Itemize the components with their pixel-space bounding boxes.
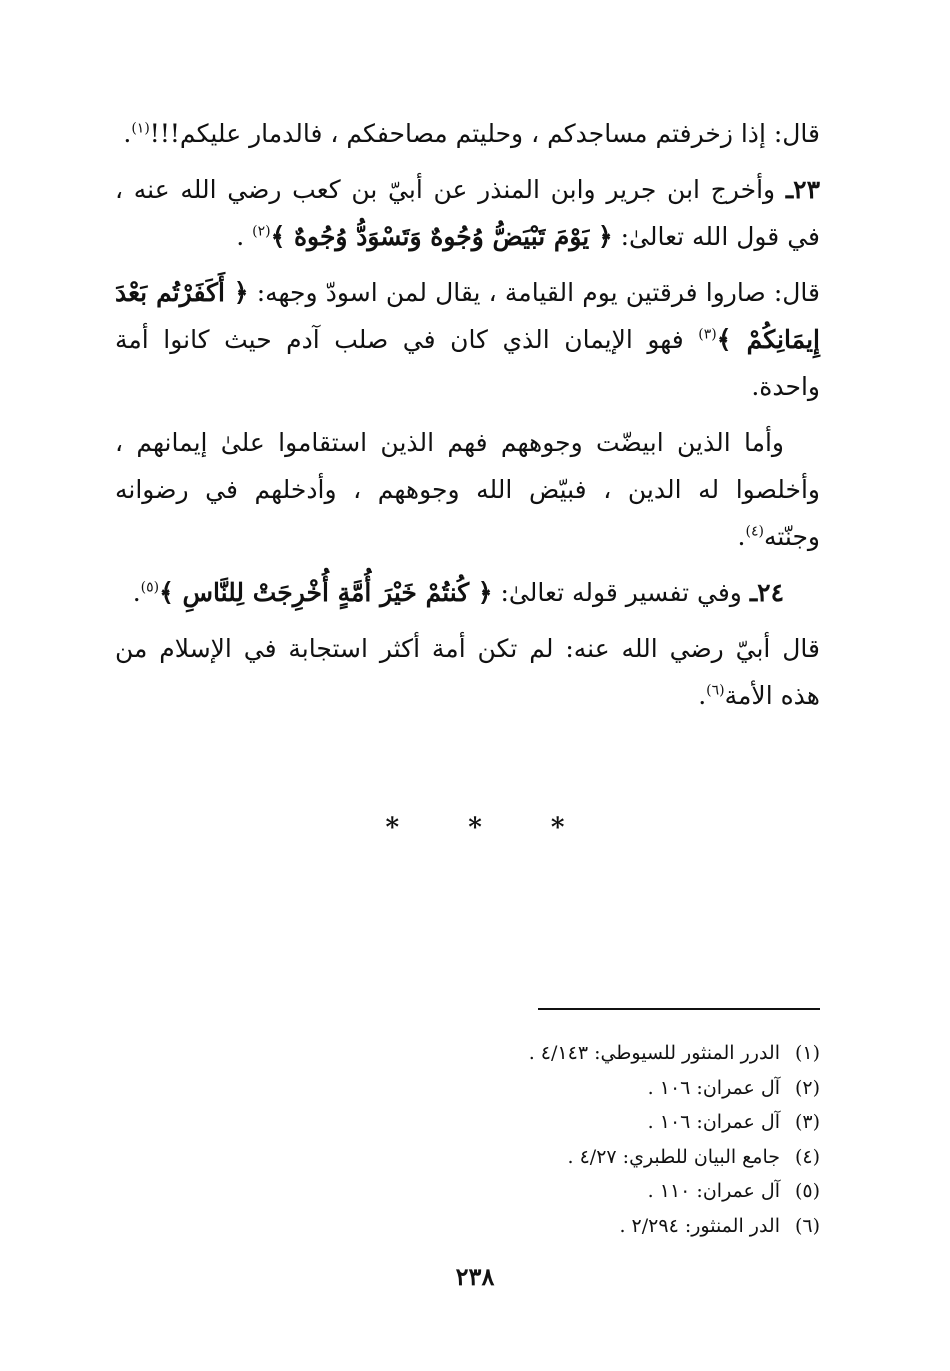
footnote-item (400, 1140, 820, 1175)
footnote-number: (٣) (794, 1111, 820, 1133)
footnote-number: (٢) (794, 1076, 820, 1099)
item-number: ٢٤ـ (749, 578, 784, 607)
paragraph-text: وأخرج ابن جرير وابن المنذر عن أبيّ بن كعب رضي الله عنه ، في قول الله تعالىٰ: (115, 175, 820, 251)
paragraph-2 (115, 166, 820, 260)
footnote-item (400, 1105, 820, 1140)
footnote-ref: (١) (131, 120, 150, 137)
paragraph-tail: . (123, 119, 132, 148)
paragraph-tail: . (236, 222, 253, 251)
paragraph-text: قال: صاروا فرقتين يوم القيامة ، يقال لمن اسودّ وجهه: (248, 278, 820, 307)
footnote-item (400, 1071, 820, 1106)
paragraph-6 (115, 625, 820, 719)
footnote-text: الدر المنثور: ٢/٢٩٤ . (619, 1214, 780, 1237)
paragraph-text: وفي تفسير قوله تعالىٰ: (492, 578, 750, 607)
footnote-text: الدرر المنثور للسيوطي: ٤/١٤٣ . (528, 1042, 780, 1064)
quran-verse: ﴿ يَوْمَ تَبْيَضُّ وُجُوهٌ وَتَسْوَدُّ وُجُوهٌ ﴾ (270, 222, 613, 251)
footnote-number: (٦) (794, 1214, 820, 1237)
footnote-text: آل عمران: ١١٠ . (647, 1180, 780, 1202)
footnote-ref: (٢) (252, 223, 271, 240)
paragraph-tail: فهو الإيمان الذي كان في صلب آدم حيث كانوا أمة واحدة. (115, 325, 820, 401)
paragraph-4 (115, 419, 820, 560)
paragraph-text: قال: إذا زخرفتم مساجدكم ، وحليتم مصاحفكم ، فالدمار عليكم!!! (149, 119, 820, 148)
item-number: ٢٣ـ (785, 175, 820, 204)
footnote-ref: (٦) (706, 682, 725, 699)
footnote-item (400, 1174, 820, 1209)
footnote-ref: (٣) (698, 326, 717, 343)
footnote-text: آل عمران: ١٠٦ . (647, 1111, 780, 1133)
page-number: ٢٣٨ (455, 1262, 495, 1291)
paragraph-5 (115, 569, 820, 616)
section-separator: * * * (385, 813, 595, 843)
paragraph-text: وأما الذين ابيضّت وجوههم فهم الذين استقاموا علىٰ إيمانهم ، وأخلصوا له الدين ، فبيّض الله وجوههم ، وأدخلهم في رضوانه وجنّته (115, 428, 820, 551)
footnote-number: (١) (794, 1042, 820, 1064)
footnote-number: (٥) (794, 1180, 820, 1202)
paragraph-1 (115, 110, 820, 157)
footnote-item (400, 1036, 820, 1071)
footnote-text: آل عمران: ١٠٦ . (647, 1076, 780, 1099)
quran-verse: ﴿ أَكَفَرْتُم بَعْدَ إِيمَانِكُمْ ﴾ (115, 278, 820, 354)
quran-verse: ﴿ كُنتُمْ خَيْرَ أُمَّةٍ أُخْرِجَتْ لِلنَّاسِ ﴾ (159, 578, 493, 607)
main-text (115, 110, 820, 728)
footnote-ref: (٤) (745, 523, 764, 540)
footnotes (400, 1036, 820, 1243)
paragraph-tail: . (737, 522, 746, 551)
paragraph-text: قال أبيّ رضي الله عنه: لم تكن أمة أكثر استجابة في الإسلام من هذه الأمة (115, 634, 820, 710)
footnote-text: جامع البيان للطبري: ٤/٢٧ . (567, 1145, 780, 1168)
footnote-ref: (٥) (140, 579, 160, 596)
paragraph-3 (115, 269, 820, 410)
paragraph-tail: . (132, 578, 141, 607)
footnote-item (400, 1209, 820, 1244)
paragraph-tail: . (698, 681, 707, 710)
footnote-divider (538, 1008, 820, 1010)
footnote-number: (٤) (794, 1145, 820, 1168)
